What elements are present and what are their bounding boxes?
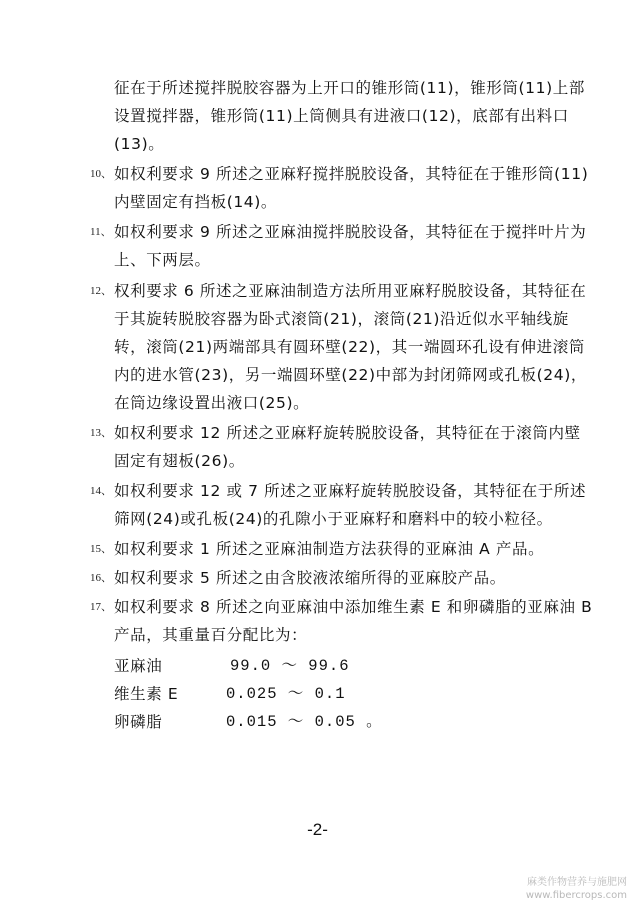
claim-number-16: 16、 — [90, 572, 112, 584]
claim-number-10: 10、 — [90, 168, 112, 180]
composition-value-vitamin-e: 0.025 ～ 0.1 — [226, 685, 346, 703]
claim-14-line-2: 筛网(24)或孔板(24)的孔隙小于亚麻籽和磨料中的较小粒径。 — [114, 510, 553, 528]
claim-12-line-1: 权利要求 6 所述之亚麻油制造方法所用亚麻籽脱胶设备，其特征在 — [114, 282, 587, 300]
claim-13-line-1: 如权利要求 12 所述之亚麻籽旋转脱胶设备，其特征在于滚筒内壁 — [114, 424, 581, 442]
composition-value-linseed-oil: 99.0 ～ 99.6 — [230, 657, 350, 675]
claim-number-12: 12、 — [90, 285, 112, 297]
claim-10-line-1: 如权利要求 9 所述之亚麻籽搅拌脱胶设备，其特征在于锥形筒(11) — [114, 165, 589, 183]
claim-11-line-1: 如权利要求 9 所述之亚麻油搅拌脱胶设备，其特征在于搅拌叶片为 — [114, 223, 587, 241]
claim-number-15: 15、 — [90, 543, 112, 555]
claim-11-line-2: 上、下两层。 — [114, 251, 211, 269]
claim-14-line-1: 如权利要求 12 或 7 所述之亚麻籽旋转脱胶设备，其特征在于所述 — [114, 482, 587, 500]
claim-15-line-1: 如权利要求 1 所述之亚麻油制造方法获得的亚麻油 A 产品。 — [114, 540, 545, 558]
claim-17-line-1: 如权利要求 8 所述之向亚麻油中添加维生素 E 和卵磷脂的亚麻油 B — [114, 598, 593, 616]
claim-13-line-2: 固定有翅板(26)。 — [114, 452, 245, 470]
claim-number-14: 14、 — [90, 485, 112, 497]
claim-12-line-3: 转，滚筒(21)两端部具有圆环壁(22)，其一端圆环孔设有伸进滚筒 — [114, 338, 585, 356]
claim-10-line-2: 内壁固定有挡板(14)。 — [114, 193, 278, 211]
continuation-line-3: (13)。 — [114, 135, 165, 153]
claim-16-line-1: 如权利要求 5 所述之由含胶液浓缩所得的亚麻胶产品。 — [114, 569, 506, 587]
claim-12-line-5: 在筒边缘设置出液口(25)。 — [114, 394, 310, 412]
page-number: -2- — [307, 820, 328, 839]
claim-12-line-4: 内的进水管(23)，另一端圆环壁(22)中部为封闭筛网或孔板(24)， — [114, 366, 587, 384]
composition-value-lecithin: 0.015 ～ 0.05 。 — [226, 713, 383, 731]
composition-name-lecithin: 卵磷脂 — [114, 713, 163, 731]
composition-name-vitamin-e: 维生素 E — [114, 685, 179, 703]
continuation-line-1: 征在于所述搅拌脱胶容器为上开口的锥形筒(11)，锥形筒(11)上部 — [114, 79, 585, 97]
claim-12-line-2: 于其旋转脱胶容器为卧式滚筒(21)，滚筒(21)沿近似水平轴线旋 — [114, 310, 569, 328]
continuation-line-2: 设置搅拌器，锥形筒(11)上筒侧具有进液口(12)，底部有出料口 — [114, 107, 569, 125]
claim-number-13: 13、 — [90, 427, 112, 439]
composition-name-linseed-oil: 亚麻油 — [114, 657, 163, 675]
watermark-line-2: www.fibercrops.com — [525, 890, 627, 901]
claim-number-11: 11、 — [90, 226, 112, 238]
site-watermark — [526, 876, 627, 902]
claim-17-line-2: 产品，其重量百分配比为： — [114, 626, 308, 644]
watermark-line-1: 麻类作物营养与施肥网 — [527, 877, 627, 888]
claim-number-17: 17、 — [90, 601, 112, 613]
